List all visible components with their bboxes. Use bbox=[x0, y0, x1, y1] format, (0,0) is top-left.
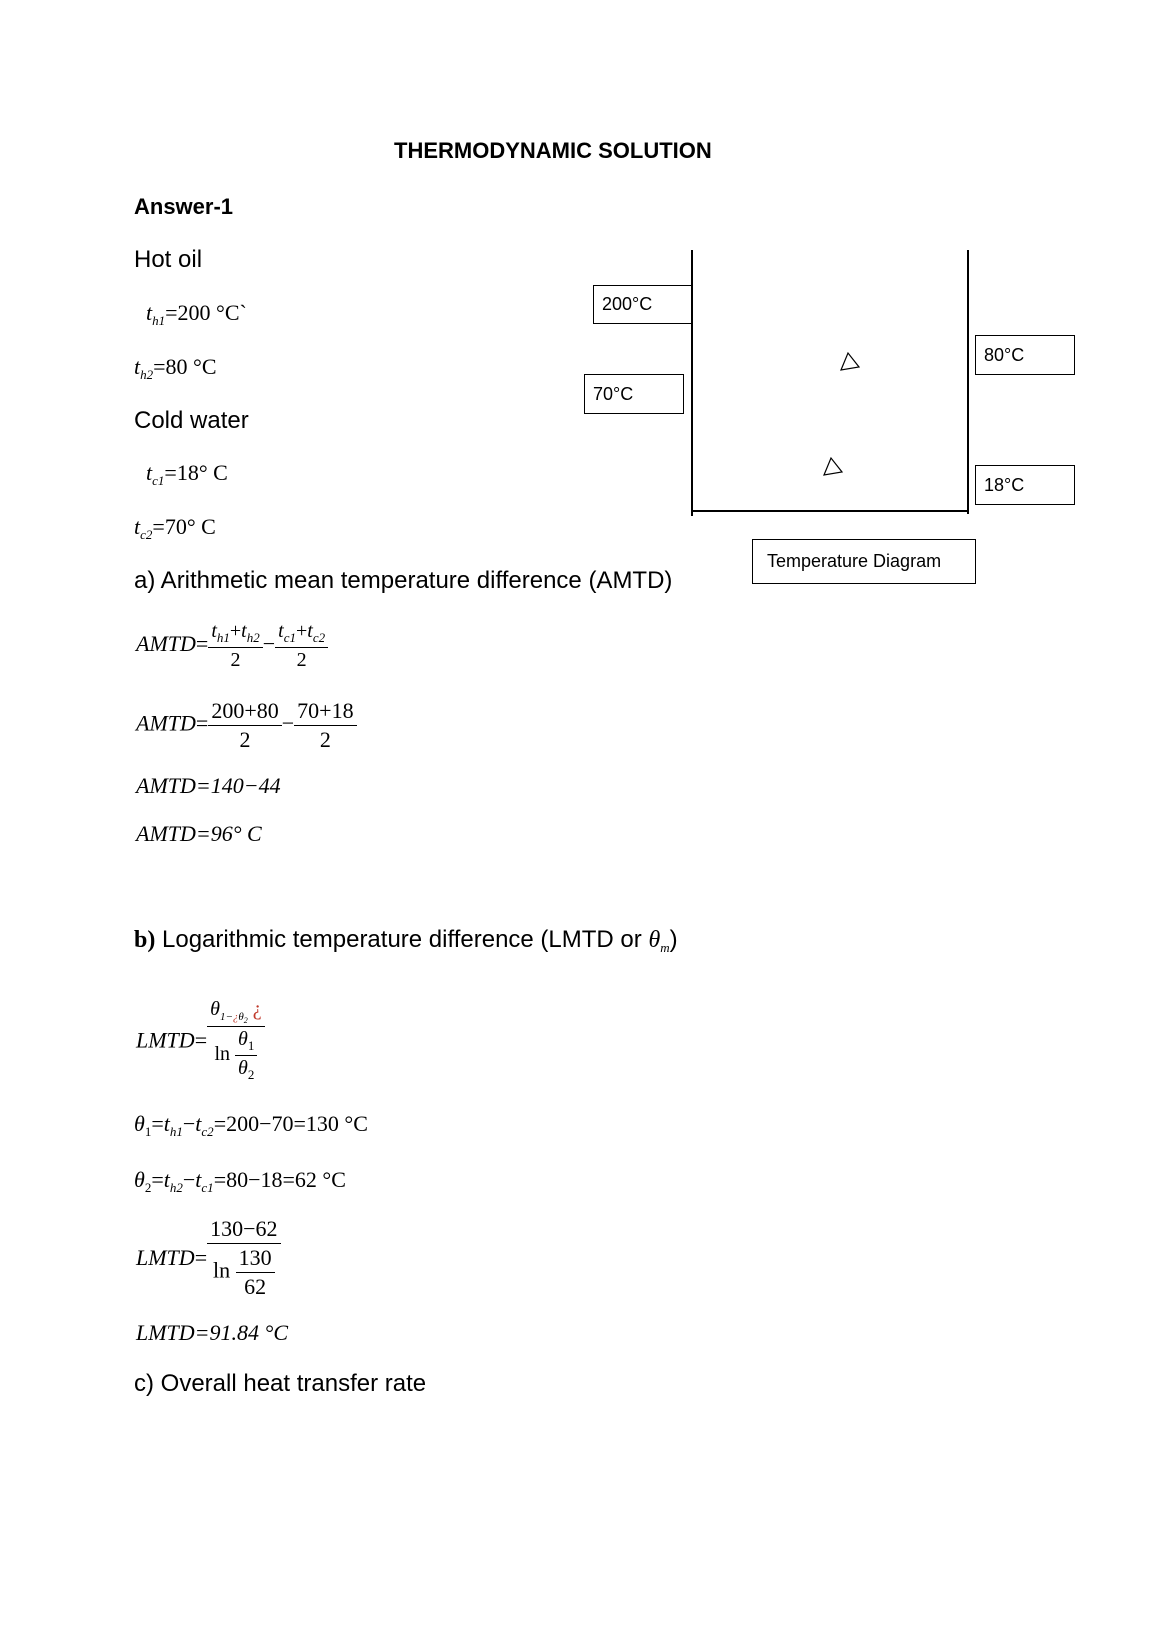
diagram-bottom-line bbox=[691, 510, 968, 512]
amtd-num-1: 200+80 bbox=[208, 698, 281, 726]
diagram-right-line bbox=[967, 250, 969, 514]
box-80c: 80°C bbox=[975, 335, 1075, 375]
theta1-value: =200−70=130 °C bbox=[213, 1111, 368, 1136]
amtd-symbol: AMTD bbox=[136, 631, 196, 657]
amtd-step: AMTD=140−44 bbox=[136, 773, 281, 798]
amtd-den-1: 2 bbox=[239, 727, 251, 752]
amtd-substitution: AMTD= $\frac{200+80}{2}$ − $\frac{70+18}{2}$ bbox=[136, 698, 357, 753]
lmtd-symbol: LMTD bbox=[136, 1027, 195, 1053]
lmtd-ln-num: 130 bbox=[236, 1245, 275, 1273]
amtd-result: AMTD=96° C bbox=[136, 821, 262, 846]
lmtd-substitution: LMTD= 130−62 ln $\frac{130}{62}$ bbox=[136, 1216, 281, 1300]
cold-water-label: Cold water bbox=[134, 407, 249, 434]
th2-value: =80 °C bbox=[153, 354, 217, 379]
amtd-num-2: 70+18 bbox=[294, 698, 356, 726]
page-title: THERMODYNAMIC SOLUTION bbox=[394, 138, 712, 163]
lmtd-formula: LMTD= $\theta_{1-¿\theta_2}$ ¿ ln $\frac{\theta_1}{\theta_2}$ bbox=[136, 998, 265, 1083]
tc2-value: =70° C bbox=[152, 514, 216, 539]
amtd-den-2: 2 bbox=[319, 727, 331, 752]
box-70c: 70°C bbox=[584, 374, 684, 414]
tc2-equation: $t_{c2}=70^\circ$ C bbox=[134, 514, 216, 542]
theta2-equation: $\theta_2=t_{h2}-t_{c1}=80-18=62$ °C bbox=[134, 1167, 346, 1195]
part-a-heading: a) Arithmetic mean temperature difference (AMTD) bbox=[134, 567, 673, 594]
part-b-text: Logarithmic temperature difference (LMTD or bbox=[155, 926, 649, 953]
theta1-equation: $\theta_1=t_{h1}-t_{c2}=200-70=130$ °C bbox=[134, 1111, 368, 1139]
triangle-marker-bottom bbox=[821, 455, 845, 477]
tc1-value: =18° C bbox=[164, 460, 228, 485]
th2-equation: $t_{h2}=80$ °C bbox=[134, 354, 217, 382]
theta2-value: =80−18=62 °C bbox=[213, 1167, 346, 1192]
th1-equation: $t_{h1}=200$ °C` bbox=[146, 300, 247, 328]
box-18c: 18°C bbox=[975, 465, 1075, 505]
th1-value: =200 °C` bbox=[165, 300, 247, 325]
tc1-equation: $t_{c1}=18^\circ$ C bbox=[146, 460, 228, 488]
lmtd-result: LMTD=91.84 °C bbox=[136, 1320, 289, 1345]
lmtd-numerator: 130−62 bbox=[207, 1216, 280, 1244]
hot-oil-label: Hot oil bbox=[134, 246, 203, 273]
triangle-marker-top bbox=[838, 350, 862, 372]
amtd-formula: AMTD= $\frac{t_{h1}+t_{h2}}{2}$ − $\frac{t_{c1}+t_{c2}}{2}$ bbox=[136, 620, 328, 672]
box-200c: 200°C bbox=[593, 285, 692, 324]
answer-heading: Answer-1 bbox=[134, 194, 234, 219]
part-b-heading: b) Logarithmic temperature difference (LMTD or $\theta_m$) bbox=[134, 926, 678, 955]
part-b-label: b) bbox=[134, 927, 156, 953]
lmtd-ln-den: 62 bbox=[244, 1274, 267, 1299]
diagram-caption: Temperature Diagram bbox=[752, 539, 976, 584]
part-c-heading: c) Overall heat transfer rate bbox=[134, 1370, 427, 1397]
